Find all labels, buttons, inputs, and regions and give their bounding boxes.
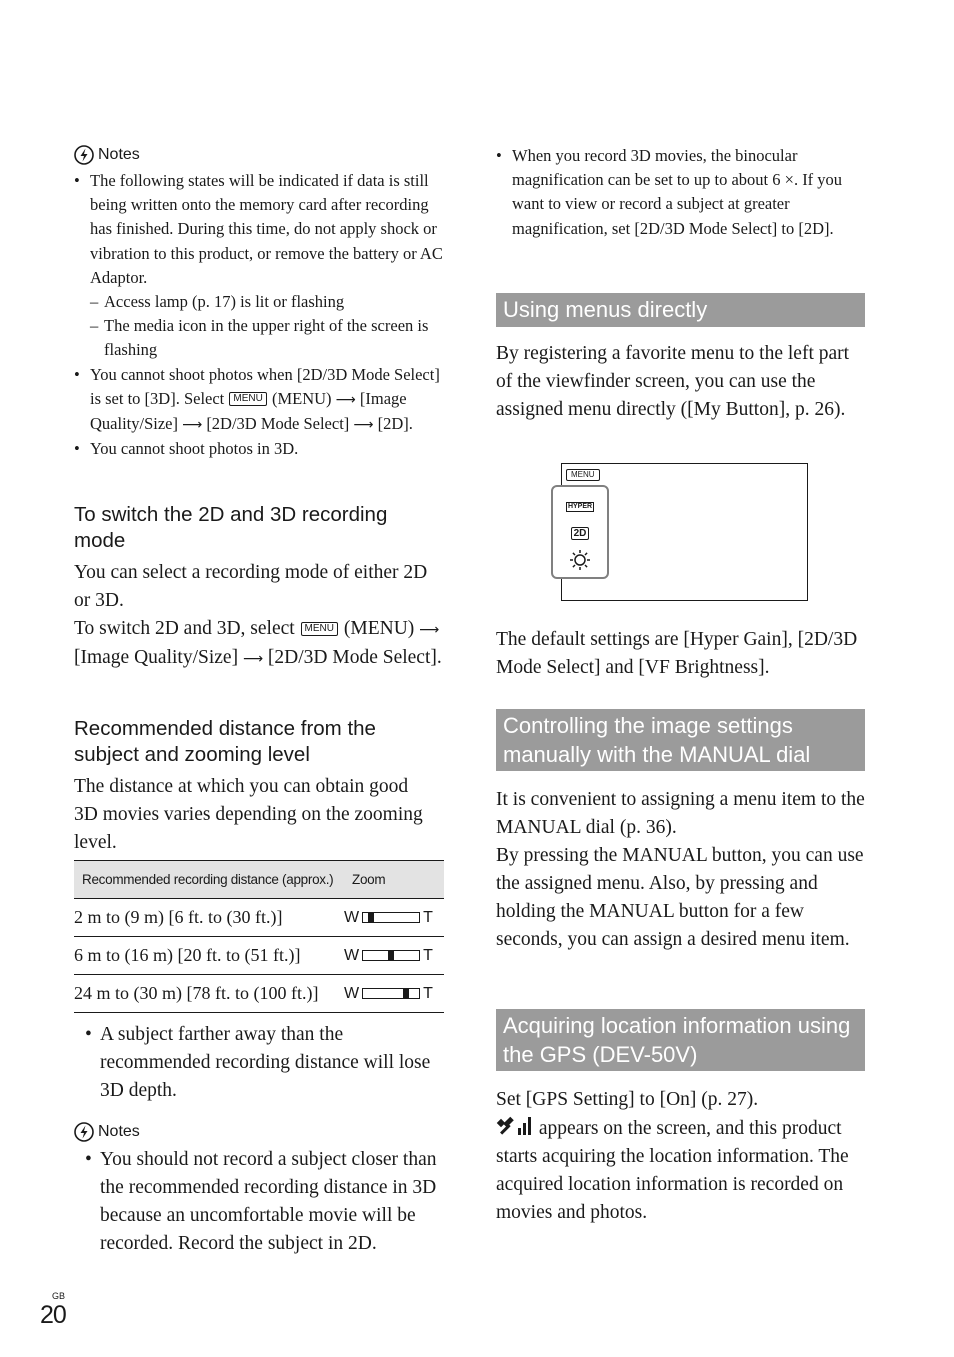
menu-key-icon: MENU bbox=[566, 469, 600, 481]
section-heading: Using menus directly bbox=[496, 293, 865, 327]
notes-icon bbox=[74, 145, 94, 165]
gps-signal-icon bbox=[496, 1114, 534, 1136]
distance-cell: 24 m to (30 m) [78 ft. to (100 ft.)] bbox=[74, 975, 344, 1013]
list-item: • When you record 3D movies, the binocular magnification can be set to up to about 6 ×. If you want to view or record a subject at greater magnification, set [2D/3D Mode Select] to [2D]. bbox=[496, 144, 856, 241]
list-item: • You cannot shoot photos when [2D/3D Mode Select] is set to [3D]. Select MENU (MENU) ⟶ [Image Quality/Size] ⟶ [2D/3D Mode Select] ⟶ [2D]. bbox=[74, 363, 446, 438]
section-heading: Recommended distance from the subject and zooming level bbox=[74, 717, 376, 766]
notes-icon bbox=[74, 1122, 94, 1142]
list-item: • You cannot shoot photos in 3D. bbox=[74, 437, 446, 461]
my-button-group bbox=[551, 485, 609, 579]
section-heading: Controlling the image settings manually with the MANUAL dial bbox=[496, 709, 865, 771]
paragraph: The default settings are [Hyper Gain], [2D/3D Mode Select] and [VF Brightness]. bbox=[496, 629, 858, 678]
paragraph: You can select a recording mode of either 2D or 3D. To switch 2D and 3D, select MENU (MENU) ⟶ [Image Quality/Size] ⟶ [2D/3D Mode Select]. bbox=[74, 562, 442, 668]
zoom-indicator bbox=[344, 985, 444, 1003]
menu-key-icon: MENU bbox=[301, 622, 338, 636]
paragraph: It is convenient to assigning a menu item to the MANUAL dial (p. 36). By pressing the MANUAL button, you can use the assigned menu. Also, by pressing and holding the MANUAL button for a few seconds, you can assign a desired menu item. bbox=[496, 789, 865, 950]
paragraph: By registering a favorite menu to the left part of the viewfinder screen, you can use the assigned menu directly ([My Button], p. 26). bbox=[496, 343, 850, 420]
zoom-indicator bbox=[344, 947, 444, 965]
notes-list bbox=[74, 169, 446, 461]
zoom-level-marker bbox=[368, 913, 374, 922]
bullet-list bbox=[496, 144, 856, 241]
list-item: • A subject farther away than the recommended recording distance will lose 3D depth. bbox=[80, 1021, 444, 1105]
list-item: • You should not record a subject closer than the recommended recording distance in 3D because an uncomfortable movie will be recorded. Record the subject in 2D. bbox=[80, 1146, 446, 1258]
bullet-list bbox=[80, 1021, 444, 1105]
zoom-cell bbox=[344, 937, 444, 975]
hyper-gain-icon: HYPER bbox=[567, 503, 593, 510]
notes-label: Notes bbox=[98, 146, 140, 163]
zoom-level-marker bbox=[403, 989, 409, 998]
table-row bbox=[74, 975, 444, 1013]
table-row bbox=[74, 899, 444, 937]
table-row bbox=[74, 937, 444, 975]
arrow-icon: ⟶ bbox=[419, 622, 440, 638]
mode-2d-icon: 2D bbox=[553, 523, 607, 541]
zoom-bar bbox=[362, 912, 420, 923]
zoom-cell bbox=[344, 899, 444, 937]
section-heading: Acquiring location information using the GPS (DEV-50V) bbox=[496, 1009, 865, 1071]
zoom-wide-label: W bbox=[344, 908, 360, 926]
zoom-tele-label: T bbox=[423, 946, 433, 964]
zoom-bar bbox=[362, 988, 420, 999]
zoom-wide-label: W bbox=[344, 984, 360, 1002]
arrow-icon: ⟶ bbox=[335, 391, 356, 408]
arrow-icon: ⟶ bbox=[353, 417, 374, 434]
arrow-icon: ⟶ bbox=[182, 417, 203, 434]
zoom-level-marker bbox=[388, 951, 394, 960]
distance-table bbox=[74, 860, 444, 1013]
section-heading: To switch the 2D and 3D recording mode bbox=[74, 503, 388, 552]
viewfinder-illustration bbox=[561, 463, 808, 601]
column-header: Recommended recording distance (approx.) bbox=[74, 861, 344, 899]
notes-list bbox=[80, 1146, 446, 1258]
zoom-bar bbox=[362, 950, 420, 961]
column-header: Zoom bbox=[344, 861, 444, 899]
menu-key-icon: MENU bbox=[229, 392, 266, 406]
list-item: – Access lamp (p. 17) is lit or flashing bbox=[74, 290, 446, 314]
zoom-wide-label: W bbox=[344, 946, 360, 964]
paragraph: The distance at which you can obtain good 3D movies varies depending on the zooming level. bbox=[74, 776, 423, 853]
zoom-cell bbox=[344, 975, 444, 1013]
notes-heading bbox=[74, 1122, 140, 1142]
zoom-indicator bbox=[344, 909, 444, 927]
list-item: – The media icon in the upper right of the screen is flashing bbox=[74, 314, 446, 362]
zoom-tele-label: T bbox=[423, 984, 433, 1002]
distance-cell: 2 m to (9 m) [6 ft. to (30 ft.)] bbox=[74, 899, 344, 937]
zoom-tele-label: T bbox=[423, 908, 433, 926]
paragraph: Set [GPS Setting] to [On] (p. 27). appears on the screen, and this product starts acquiring the location information. The acquired location information is recorded on movies and photos. bbox=[496, 1089, 849, 1223]
notes-label: Notes bbox=[98, 1123, 140, 1140]
distance-cell: 6 m to (16 m) [20 ft. to (51 ft.)] bbox=[74, 937, 344, 975]
list-item: • The following states will be indicated if data is still being written onto the memory card after recording has finished. During this time, do not apply shock or vibration to this product, or remove the battery or AC Adaptor. – Access lamp (p. 17) is lit or flashing – The media icon in the upper right of the screen is flashing bbox=[74, 169, 446, 363]
brightness-icon bbox=[553, 549, 607, 576]
notes-heading bbox=[74, 145, 140, 165]
table-header-row bbox=[74, 861, 444, 899]
arrow-icon: ⟶ bbox=[242, 651, 264, 667]
page-number: GB 20 bbox=[40, 1291, 66, 1329]
